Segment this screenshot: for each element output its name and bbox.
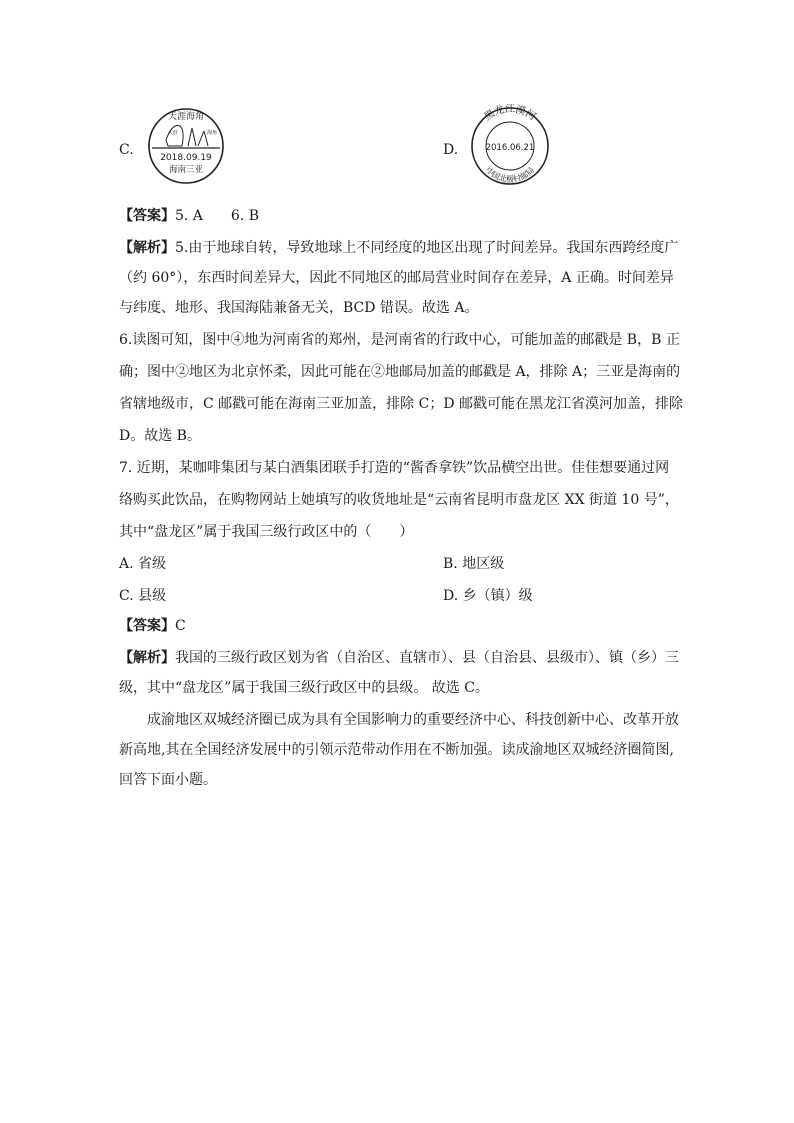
answer-line	[119, 208, 679, 224]
q7-option-b: B. 地区级	[443, 556, 505, 572]
q6-line-2: 确；图中②地区为北京怀柔，因此可能在②地邮局加盖的邮戳是 A，排除 A；三亚是海南的	[119, 364, 681, 380]
mohe-postmark	[466, 104, 554, 188]
postmark-place: 海南三亚	[168, 165, 204, 175]
answer-tag: 【答案】	[119, 208, 175, 224]
analysis-line-3: 与纬度、地形、我国海陆兼备无关，BCD 错误。故选 A。	[119, 300, 479, 316]
q7-line-1: 7. 近期，某咖啡集团与某白酒集团联手打造的“酱香拿铁”饮品横空出世。佳佳想要通过网	[119, 460, 670, 476]
q6-line-3: 省辖地级市，C 邮戳可能在海南三亚加盖，排除 C；D 邮戳可能在黑龙江省漠河加盖，排除	[119, 396, 683, 412]
postmark-bottom-text: 中国北极村邮局	[483, 165, 537, 184]
q7-option-a: A. 省级	[119, 556, 167, 572]
tianya-haijiao-postmark	[138, 106, 234, 186]
q7-option-d: D. 乡（镇）级	[443, 588, 533, 604]
analysis-line-2: （约 60°），东西时间差异大，因此不同地区的邮局营业时间存在差异，A 正确。时间差异	[119, 270, 674, 286]
analysis-line-1	[119, 240, 679, 256]
analysis-tag: 【解析】	[119, 240, 175, 256]
q6-line-4: D。故选 B。	[119, 428, 201, 444]
small-label-left: 天涯	[167, 130, 179, 136]
analysis2-line-2: 级，其中“盘龙区”属于我国三级行政区中的县级。 故选 C。	[119, 680, 489, 696]
answer2-text: C	[175, 618, 186, 634]
q7-line-2: 络购买此饮品，在购物网站上她填写的收货地址是“云南省昆明市盘龙区 XX 街道 10 号”，	[119, 492, 679, 508]
small-label-right: 海角	[206, 130, 218, 136]
analysis-text: 5.由于地球自转，导致地球上不同经度的地区出现了时间差异。我国东西跨经度广	[175, 240, 679, 256]
q7-option-c: C. 县级	[119, 588, 167, 604]
postmark-date: 2016.06.21	[485, 143, 535, 153]
analysis2-tag: 【解析】	[119, 650, 175, 666]
answer2-tag: 【答案】	[119, 618, 175, 634]
postmark-title: 天涯海角	[167, 112, 205, 122]
postmark-date: 2018.09.19	[160, 153, 212, 163]
intro-line-1: 成渝地区双城经济圈已成为具有全国影响力的重要经济中心、科技创新中心、改革开放	[147, 712, 679, 728]
postmark-title: 黑龙江漠河	[482, 104, 538, 124]
answer2-line	[119, 618, 679, 634]
q7-line-3: 其中“盘龙区”属于我国三级行政区中的（ ）	[119, 524, 414, 540]
option-c-label: C.	[119, 142, 134, 158]
analysis2-text: 我国的三级行政区划为省（自治区、直辖市）、县（自治县、县级市）、镇（乡）三	[175, 650, 679, 666]
rock-pillar-icon	[188, 128, 196, 146]
answer-text: 5. A 6. B	[175, 208, 260, 224]
q6-line-1: 6.读图可知，图中④地为河南省的郑州，是河南省的行政中心，可能加盖的邮戳是 B，B 正	[119, 332, 680, 348]
intro-line-2: 新高地,其在全国经济发展中的引领示范带动作用在不断加强。读成渝地区双城经济圈简图,	[119, 742, 674, 758]
intro-line-3: 回答下面小题。	[119, 772, 217, 788]
option-d-label: D.	[443, 142, 459, 158]
analysis2-line-1	[119, 650, 679, 666]
